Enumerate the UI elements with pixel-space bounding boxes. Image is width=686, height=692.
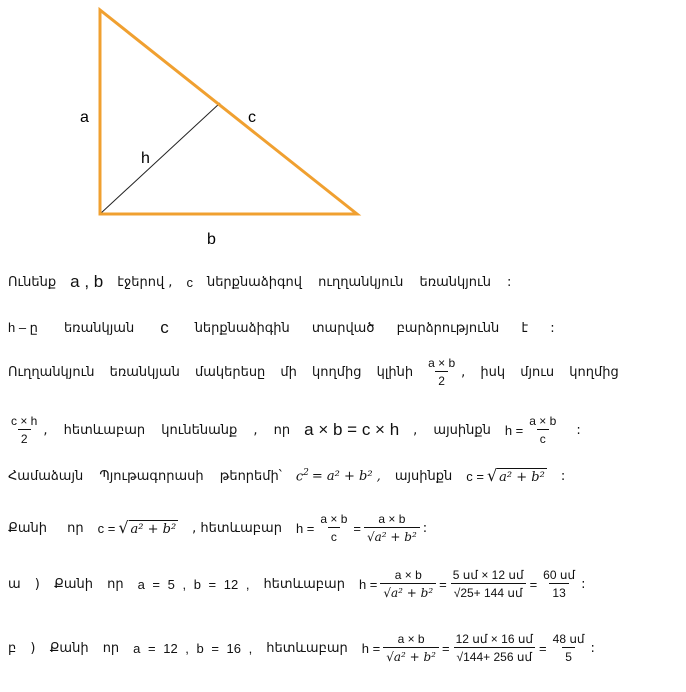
altitude-h xyxy=(100,103,220,214)
label-b: b xyxy=(207,231,216,248)
h-fraction xyxy=(526,414,559,446)
denominator: √a² + b² xyxy=(364,527,420,544)
end-mark: : xyxy=(590,640,595,656)
text-line-8 xyxy=(8,632,595,664)
text-line-5 xyxy=(8,468,565,485)
area-fraction xyxy=(425,356,458,388)
word: , իսկ մյուս կողմից xyxy=(461,364,619,380)
text-line-3 xyxy=(8,356,619,388)
denominator: √a² + b² xyxy=(383,647,439,664)
text-line-6 xyxy=(8,512,427,544)
end-mark: : xyxy=(581,576,586,592)
c-equals: c = xyxy=(466,469,484,484)
h-equals: h = xyxy=(295,520,315,536)
denominator: c xyxy=(328,527,340,544)
word: Քանի որ xyxy=(8,520,84,536)
denominator: c xyxy=(537,429,549,446)
denominator: 2 xyxy=(435,371,448,388)
equals: = xyxy=(439,576,447,592)
equals: = xyxy=(353,520,361,536)
h-fraction-values xyxy=(450,568,527,600)
numerator: a × b xyxy=(397,632,425,646)
word: բ ) Քանի որ xyxy=(8,640,120,656)
word: ներքնաձիգին տարված բարձրությունն է : xyxy=(194,320,555,336)
denominator: √144+ 256 սմ xyxy=(454,647,536,664)
text-line-7 xyxy=(8,568,585,600)
var-ab: a , b xyxy=(70,272,104,291)
triangle-diagram xyxy=(0,0,686,250)
end-mark: : xyxy=(560,469,566,484)
denominator: 2 xyxy=(18,429,31,446)
end-mark: : xyxy=(576,422,581,438)
equals: = xyxy=(539,640,547,656)
numerator: a × b xyxy=(320,512,348,526)
label-a: a xyxy=(80,109,89,126)
numerator: a × b xyxy=(529,414,557,428)
numerator: c × h xyxy=(11,414,38,428)
denominator: 13 xyxy=(549,583,568,600)
h-fraction xyxy=(317,512,350,544)
text-line-1 xyxy=(8,272,511,292)
word: , հետևաբար xyxy=(192,520,282,536)
text-line-4 xyxy=(8,414,581,446)
word: , հետևաբար կունենանք , որ xyxy=(43,422,291,438)
numerator: 12 սմ × 16 սմ xyxy=(455,632,534,646)
numerator: 60 սմ xyxy=(543,568,576,582)
h-equals: h = xyxy=(358,576,378,592)
denominator: √a² + b² xyxy=(380,583,436,600)
h-fraction-values xyxy=(453,632,536,664)
var-c: c xyxy=(160,318,169,337)
var-c: c xyxy=(186,274,193,290)
h-fraction xyxy=(383,632,439,664)
end-mark: : xyxy=(422,520,428,536)
h-fraction xyxy=(380,568,436,600)
word: Ունենք xyxy=(8,274,57,290)
word: էջերով , xyxy=(117,274,173,290)
word: ա ) Քանի որ xyxy=(8,576,124,592)
word: Ուղղանկյուն եռանկյան մակերեսը մի կողմից կլինի xyxy=(8,364,414,380)
h-equals: h = xyxy=(361,640,381,656)
equals: = xyxy=(529,576,538,592)
c-equals: c = xyxy=(97,520,116,536)
label-c: c xyxy=(248,109,256,126)
given-values: a = 12 , b = 16 , xyxy=(133,640,253,656)
text-line-2 xyxy=(8,318,555,338)
numerator: a × b xyxy=(428,356,456,370)
word: , այսինքն xyxy=(413,422,491,438)
numerator: a × b xyxy=(378,512,406,526)
radicand: a² + b² xyxy=(130,521,177,537)
given-values: a = 5 , b = 12 , xyxy=(137,576,250,592)
label-h: h xyxy=(141,150,150,167)
numerator: 48 սմ xyxy=(552,632,585,646)
word: ներքնաձիգով ուղղանկյուն եռանկյուն : xyxy=(206,274,512,290)
h-result xyxy=(550,632,588,664)
var-h: h – ը xyxy=(8,320,38,335)
numerator: a × b xyxy=(394,568,422,582)
equals: = xyxy=(441,640,450,656)
area-fraction-ch xyxy=(8,414,40,446)
radicand: a² + b² xyxy=(499,470,545,485)
h-equals: h = xyxy=(504,422,524,438)
equation-ab-ch: a × b = c × h xyxy=(304,420,400,439)
word: հետևաբար xyxy=(263,576,345,592)
word: Համաձայն Պյութագորասի թեորեմի՝ xyxy=(8,469,282,484)
denominator: √25+ 144 սմ xyxy=(451,583,526,600)
word: հետևաբար xyxy=(266,640,348,656)
word: այսինքն xyxy=(394,469,453,484)
word: եռանկյան xyxy=(63,320,135,336)
numerator: 5 սմ × 12 սմ xyxy=(452,568,524,582)
h-fraction-sqrt xyxy=(364,512,420,544)
pythagoras-rhs: = a² + b² , xyxy=(311,469,381,484)
denominator: 5 xyxy=(562,647,575,664)
right-triangle xyxy=(100,10,357,214)
sqrt-expression: √ a² + b² xyxy=(118,517,177,537)
pythagoras-lhs: $c^2$ xyxy=(295,468,309,485)
h-result xyxy=(540,568,578,600)
sqrt-expression: √ a² + b² xyxy=(486,466,545,485)
